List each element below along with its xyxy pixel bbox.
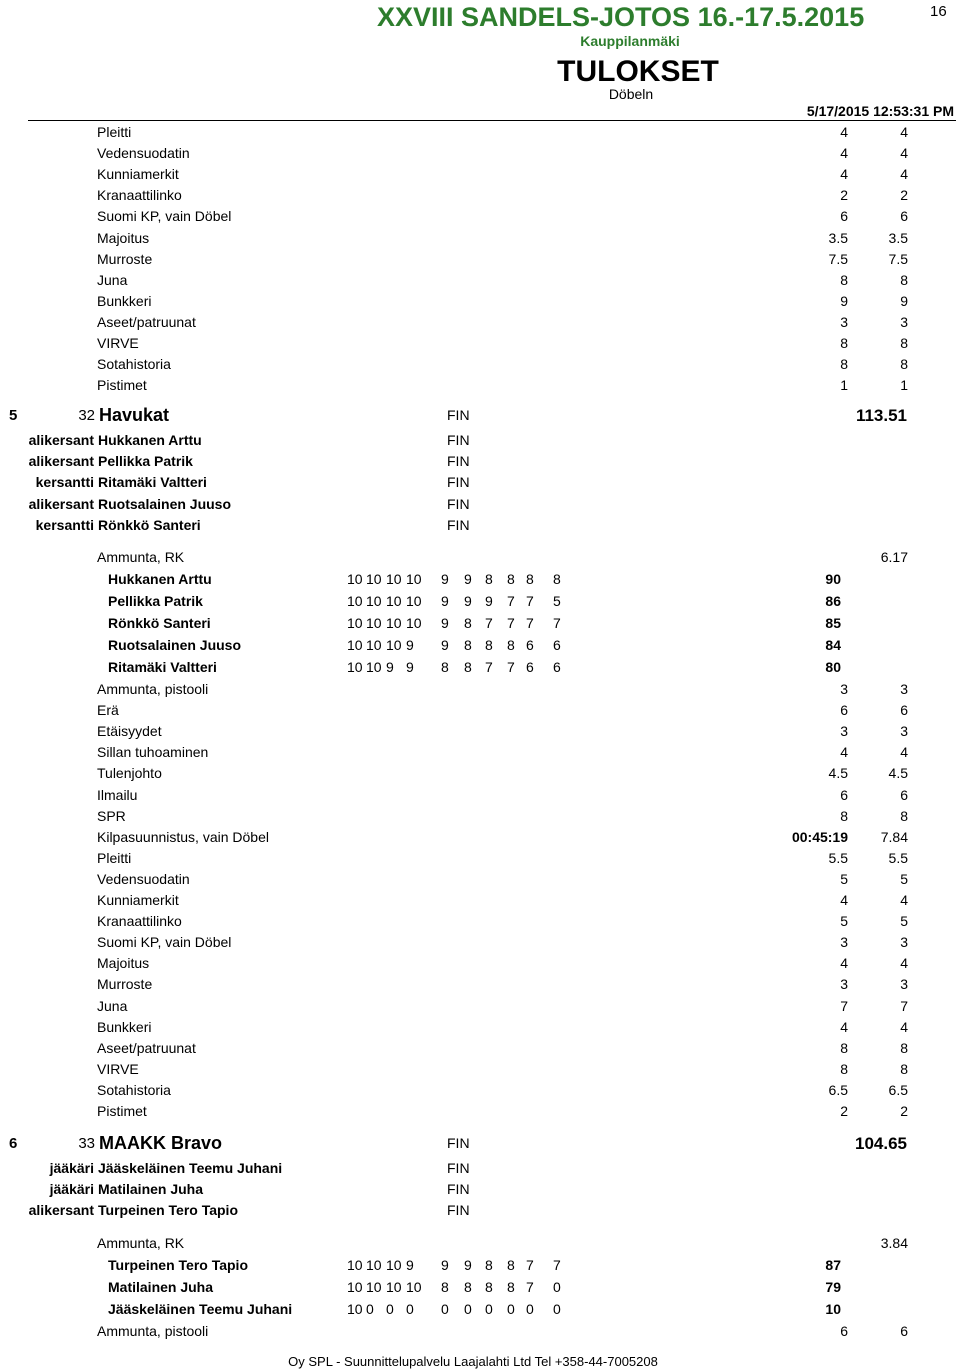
team-rank: 5: [9, 407, 18, 424]
event-name: Sillan tuhoaminen: [97, 744, 209, 761]
team-total: 113.51: [855, 406, 907, 425]
event-result: 8: [840, 1039, 848, 1056]
event-result: 8: [840, 335, 848, 351]
event-result: 8: [840, 271, 848, 288]
shot-score: 8: [485, 1256, 493, 1273]
shot-score: 9: [386, 659, 394, 675]
event-points: 6.5: [888, 1081, 908, 1098]
event-points: 4: [900, 124, 908, 140]
event-result: 6.5: [828, 1081, 848, 1098]
member-name: Jääskeläinen Teemu Juhani: [98, 1160, 283, 1176]
shot-score: 10: [366, 1256, 382, 1273]
event-points: 9: [900, 292, 908, 309]
shot-score: 9: [441, 571, 449, 587]
shot-score: 9: [485, 593, 493, 609]
shot-score: 10: [406, 1278, 422, 1295]
event-points: 3: [900, 934, 908, 951]
page-number: 16: [930, 3, 947, 20]
shot-score: 6: [526, 659, 534, 675]
shot-score: 7: [507, 593, 515, 609]
event-points: 3: [900, 681, 908, 697]
shooter-name: Hukkanen Arttu: [108, 571, 212, 587]
footer-text: Oy SPL - Suunnittelupalvelu Laajalahti Ltd Tel +358-44-7005208: [288, 1354, 658, 1369]
shot-score: 8: [464, 637, 472, 653]
event-result: 6: [840, 1322, 848, 1339]
team-country: FIN: [447, 407, 470, 423]
shot-score: 6: [553, 659, 561, 675]
event-name: Aseet/patruunat: [97, 313, 196, 330]
shot-score: 7: [526, 615, 534, 631]
event-points: 8: [900, 1060, 908, 1077]
event-name: Kunniamerkit: [97, 166, 179, 183]
shooter-name: Turpeinen Tero Tapio: [108, 1256, 248, 1273]
event-result: 6: [840, 208, 848, 225]
event-points: 7.84: [880, 828, 908, 845]
event-result: 8: [840, 356, 848, 373]
event-name: SPR: [97, 807, 126, 824]
venue-name: Kauppilanmäki: [580, 33, 680, 49]
event-points: 8: [900, 356, 908, 373]
shot-score: 0: [441, 1300, 449, 1317]
event-points: 3: [900, 976, 908, 993]
shooter-total: 85: [825, 615, 841, 631]
shot-score: 5: [553, 593, 561, 609]
shot-score: 10: [347, 1278, 363, 1295]
member-name: Ruotsalainen Juuso: [98, 495, 232, 512]
shot-score: 9: [464, 593, 472, 609]
shot-score: 8: [485, 1278, 493, 1295]
event-points: 2: [900, 1103, 908, 1119]
shot-score: 7: [507, 615, 515, 631]
shot-score: 9: [406, 637, 414, 653]
team-number: 33: [78, 1135, 95, 1152]
shot-score: 10: [406, 571, 422, 587]
shot-score: 7: [553, 615, 561, 631]
member-country: FIN: [447, 516, 470, 533]
shot-score: 0: [406, 1300, 414, 1317]
member-rank: alikersant: [28, 1202, 94, 1219]
shot-score: 9: [464, 1256, 472, 1273]
event-result: 4: [840, 124, 848, 140]
shot-score: 0: [553, 1278, 561, 1295]
event-name: Sotahistoria: [97, 356, 171, 373]
shot-score: 8: [464, 1278, 472, 1295]
event-name: Suomi KP, vain Döbel: [97, 934, 232, 951]
event-result: 1: [840, 377, 848, 394]
shot-score: 8: [464, 615, 472, 631]
shot-score: 8: [507, 1256, 515, 1273]
shot-score: 9: [464, 571, 472, 587]
shooter-total: 84: [825, 637, 841, 653]
event-name: Sotahistoria: [97, 1081, 171, 1098]
member-name: Matilainen Juha: [98, 1181, 204, 1198]
event-result: 7.5: [828, 250, 848, 267]
event-name: Erä: [97, 702, 119, 719]
shot-score: 8: [441, 1278, 449, 1295]
shot-score: 10: [406, 615, 422, 631]
team-rank: 6: [9, 1135, 18, 1152]
event-result: 4.5: [828, 765, 848, 782]
shot-score: 6: [526, 637, 534, 653]
event-name: Pleitti: [97, 124, 132, 140]
shooter-total: 80: [825, 659, 841, 675]
shot-score: 9: [406, 1256, 414, 1273]
member-rank: jääkäri: [49, 1181, 94, 1198]
shooting-label: Ammunta, RK: [97, 1234, 185, 1251]
event-points: 5.5: [888, 849, 908, 866]
event-name: Murroste: [97, 250, 153, 267]
member-country: FIN: [447, 1202, 470, 1219]
event-result: 4: [840, 892, 848, 908]
shooting-points: 3.84: [880, 1234, 908, 1251]
shot-score: 6: [553, 637, 561, 653]
event-points: 4.5: [888, 765, 908, 782]
event-name: Ilmailu: [97, 786, 138, 803]
shot-score: 8: [507, 637, 515, 653]
shooter-total: 90: [825, 571, 841, 587]
member-rank: alikersant: [28, 432, 94, 448]
shooter-total: 86: [825, 593, 841, 609]
shot-score: 10: [347, 1300, 363, 1317]
shooter-name: Matilainen Juha: [108, 1278, 214, 1295]
event-name: Bunkkeri: [97, 1018, 152, 1035]
event-result: 3: [840, 313, 848, 330]
event-result: 5: [840, 870, 848, 887]
event-result: 3.5: [828, 229, 848, 246]
event-points: 5: [900, 913, 908, 930]
shot-score: 7: [485, 615, 493, 631]
shot-score: 9: [441, 637, 449, 653]
shot-score: 10: [347, 571, 363, 587]
header-divider: [28, 120, 956, 121]
shot-score: 8: [464, 659, 472, 675]
event-points: 6: [900, 1322, 908, 1339]
event-points: 1: [900, 377, 908, 394]
event-result: 2: [840, 1103, 848, 1119]
shot-score: 10: [386, 1278, 402, 1295]
team-name: Havukat: [99, 405, 170, 425]
shooting-label: Ammunta, RK: [97, 549, 185, 565]
event-points: 3: [900, 723, 908, 740]
report-datetime: 5/17/2015 12:53:31 PM: [806, 103, 954, 119]
shot-score: 7: [553, 1256, 561, 1273]
shooter-total: 79: [825, 1278, 841, 1295]
member-country: FIN: [447, 453, 470, 470]
event-name: Juna: [97, 997, 128, 1014]
shot-score: 8: [553, 571, 561, 587]
event-points: 3: [900, 313, 908, 330]
shot-score: 7: [526, 1256, 534, 1273]
shot-score: 10: [386, 615, 402, 631]
event-points: 8: [900, 807, 908, 824]
event-points: 8: [900, 335, 908, 351]
shot-score: 0: [485, 1300, 493, 1317]
event-result: 7: [840, 997, 848, 1014]
shot-score: 0: [507, 1300, 515, 1317]
event-points: 7: [900, 997, 908, 1014]
shot-score: 8: [507, 571, 515, 587]
event-result: 3: [840, 723, 848, 740]
event-points: 7.5: [888, 250, 908, 267]
shot-score: 8: [441, 659, 449, 675]
shot-score: 10: [366, 593, 382, 609]
event-points: 4: [900, 744, 908, 761]
shot-score: 10: [347, 659, 363, 675]
shot-score: 10: [386, 1256, 402, 1273]
team-country: FIN: [447, 1135, 470, 1151]
member-country: FIN: [447, 1181, 470, 1198]
event-name: Kranaattilinko: [97, 913, 182, 930]
event-name: Kilpasuunnistus, vain Döbel: [97, 828, 269, 845]
event-result: 3: [840, 976, 848, 993]
event-name: VIRVE: [97, 335, 139, 351]
shooter-name: Jääskeläinen Teemu Juhani: [108, 1300, 293, 1317]
shot-score: 10: [347, 1256, 363, 1273]
member-name: Hukkanen Arttu: [98, 432, 202, 448]
team-number: 32: [78, 407, 95, 424]
event-name: Tulenjohto: [97, 765, 162, 782]
event-result: 4: [840, 145, 848, 162]
event-result: 00:45:19: [791, 828, 848, 845]
event-result: 8: [840, 807, 848, 824]
shot-score: 10: [366, 637, 382, 653]
event-points: 4: [900, 892, 908, 908]
shot-score: 10: [347, 615, 363, 631]
event-points: 3.5: [888, 229, 908, 246]
event-result: 3: [840, 681, 848, 697]
shot-score: 10: [347, 593, 363, 609]
team-name: MAAKK Bravo: [99, 1133, 223, 1153]
shot-score: 10: [366, 615, 382, 631]
shot-score: 9: [441, 1256, 449, 1273]
shot-score: 7: [526, 1278, 534, 1295]
shot-score: 0: [526, 1300, 534, 1317]
event-points: 4: [900, 955, 908, 972]
event-points: 8: [900, 271, 908, 288]
member-country: FIN: [447, 432, 470, 448]
shot-score: 10: [386, 637, 402, 653]
event-name: Suomi KP, vain Döbel: [97, 208, 232, 225]
event-points: 2: [900, 187, 908, 204]
event-name: Pleitti: [97, 849, 132, 866]
shot-score: 0: [464, 1300, 472, 1317]
shot-score: 8: [485, 637, 493, 653]
shot-score: 0: [553, 1300, 561, 1317]
shot-score: 10: [386, 571, 402, 587]
event-result: 5: [840, 913, 848, 930]
shot-score: 8: [485, 571, 493, 587]
event-result: 4: [840, 1018, 848, 1035]
event-name: Vedensuodatin: [97, 145, 190, 162]
member-rank: kersantti: [35, 474, 94, 491]
shot-score: 8: [526, 571, 534, 587]
member-name: Ritamäki Valtteri: [98, 474, 207, 491]
member-name: Rönkkö Santeri: [98, 516, 201, 533]
team-total: 104.65: [855, 1134, 907, 1153]
member-country: FIN: [447, 495, 470, 512]
report-title: TULOKSET: [557, 55, 719, 88]
shot-score: 10: [347, 637, 363, 653]
shot-score: 8: [507, 1278, 515, 1295]
event-name: Majoitus: [97, 955, 150, 972]
shot-score: 10: [406, 593, 422, 609]
shot-score: 7: [485, 659, 493, 675]
event-name: Aseet/patruunat: [97, 1039, 196, 1056]
event-result: 2: [840, 187, 848, 204]
event-name: Kunniamerkit: [97, 892, 179, 908]
event-result: 9: [840, 292, 848, 309]
shooter-name: Pellikka Patrik: [108, 593, 203, 609]
shot-score: 10: [366, 659, 382, 675]
member-rank: kersantti: [35, 516, 94, 533]
shooter-name: Ritamäki Valtteri: [108, 659, 217, 675]
event-name: Bunkkeri: [97, 292, 152, 309]
member-rank: jääkäri: [49, 1160, 94, 1176]
event-points: 6: [900, 208, 908, 225]
series-name: Döbeln: [608, 86, 654, 102]
shooter-total: 10: [825, 1300, 841, 1317]
event-name: Murroste: [97, 976, 153, 993]
event-name: Etäisyydet: [97, 723, 162, 740]
event-result: 5.5: [828, 849, 848, 866]
event-result: 6: [840, 786, 848, 803]
event-name: Pistimet: [97, 377, 147, 394]
member-rank: alikersant: [28, 453, 94, 470]
shot-score: 9: [441, 615, 449, 631]
event-points: 4: [900, 1018, 908, 1035]
event-name: VIRVE: [97, 1060, 139, 1077]
event-name: Pistimet: [97, 1103, 147, 1119]
event-name: Kranaattilinko: [97, 187, 182, 204]
shot-score: 10: [386, 593, 402, 609]
event-result: 6: [840, 702, 848, 719]
shooter-total: 87: [825, 1256, 841, 1273]
member-country: FIN: [447, 1160, 470, 1176]
event-points: 5: [900, 870, 908, 887]
event-result: 4: [840, 166, 848, 183]
member-rank: alikersant: [28, 495, 94, 512]
event-points: 4: [900, 166, 908, 183]
event-points: 4: [900, 145, 908, 162]
shooter-name: Rönkkö Santeri: [108, 615, 211, 631]
shot-score: 9: [441, 593, 449, 609]
member-country: FIN: [447, 474, 470, 491]
shot-score: 0: [366, 1300, 374, 1317]
event-name: Ammunta, pistooli: [97, 1322, 209, 1339]
event-name: Vedensuodatin: [97, 870, 190, 887]
shooting-points: 6.17: [880, 549, 908, 565]
event-result: 4: [840, 955, 848, 972]
member-name: Turpeinen Tero Tapio: [98, 1202, 238, 1219]
shot-score: 7: [526, 593, 534, 609]
event-points: 6: [900, 786, 908, 803]
shot-score: 9: [406, 659, 414, 675]
shot-score: 10: [366, 1278, 382, 1295]
shot-score: 7: [507, 659, 515, 675]
event-name: Juna: [97, 271, 128, 288]
event-result: 8: [840, 1060, 848, 1077]
shot-score: 10: [366, 571, 382, 587]
event-name: Ammunta, pistooli: [97, 681, 209, 697]
event-name: Majoitus: [97, 229, 150, 246]
member-name: Pellikka Patrik: [98, 453, 193, 470]
event-points: 6: [900, 702, 908, 719]
event-result: 3: [840, 934, 848, 951]
event-result: 4: [840, 744, 848, 761]
event-points: 8: [900, 1039, 908, 1056]
shooter-name: Ruotsalainen Juuso: [108, 637, 242, 653]
shot-score: 0: [386, 1300, 394, 1317]
event-title: XXVIII SANDELS-JOTOS 16.-17.5.2015: [377, 2, 865, 32]
